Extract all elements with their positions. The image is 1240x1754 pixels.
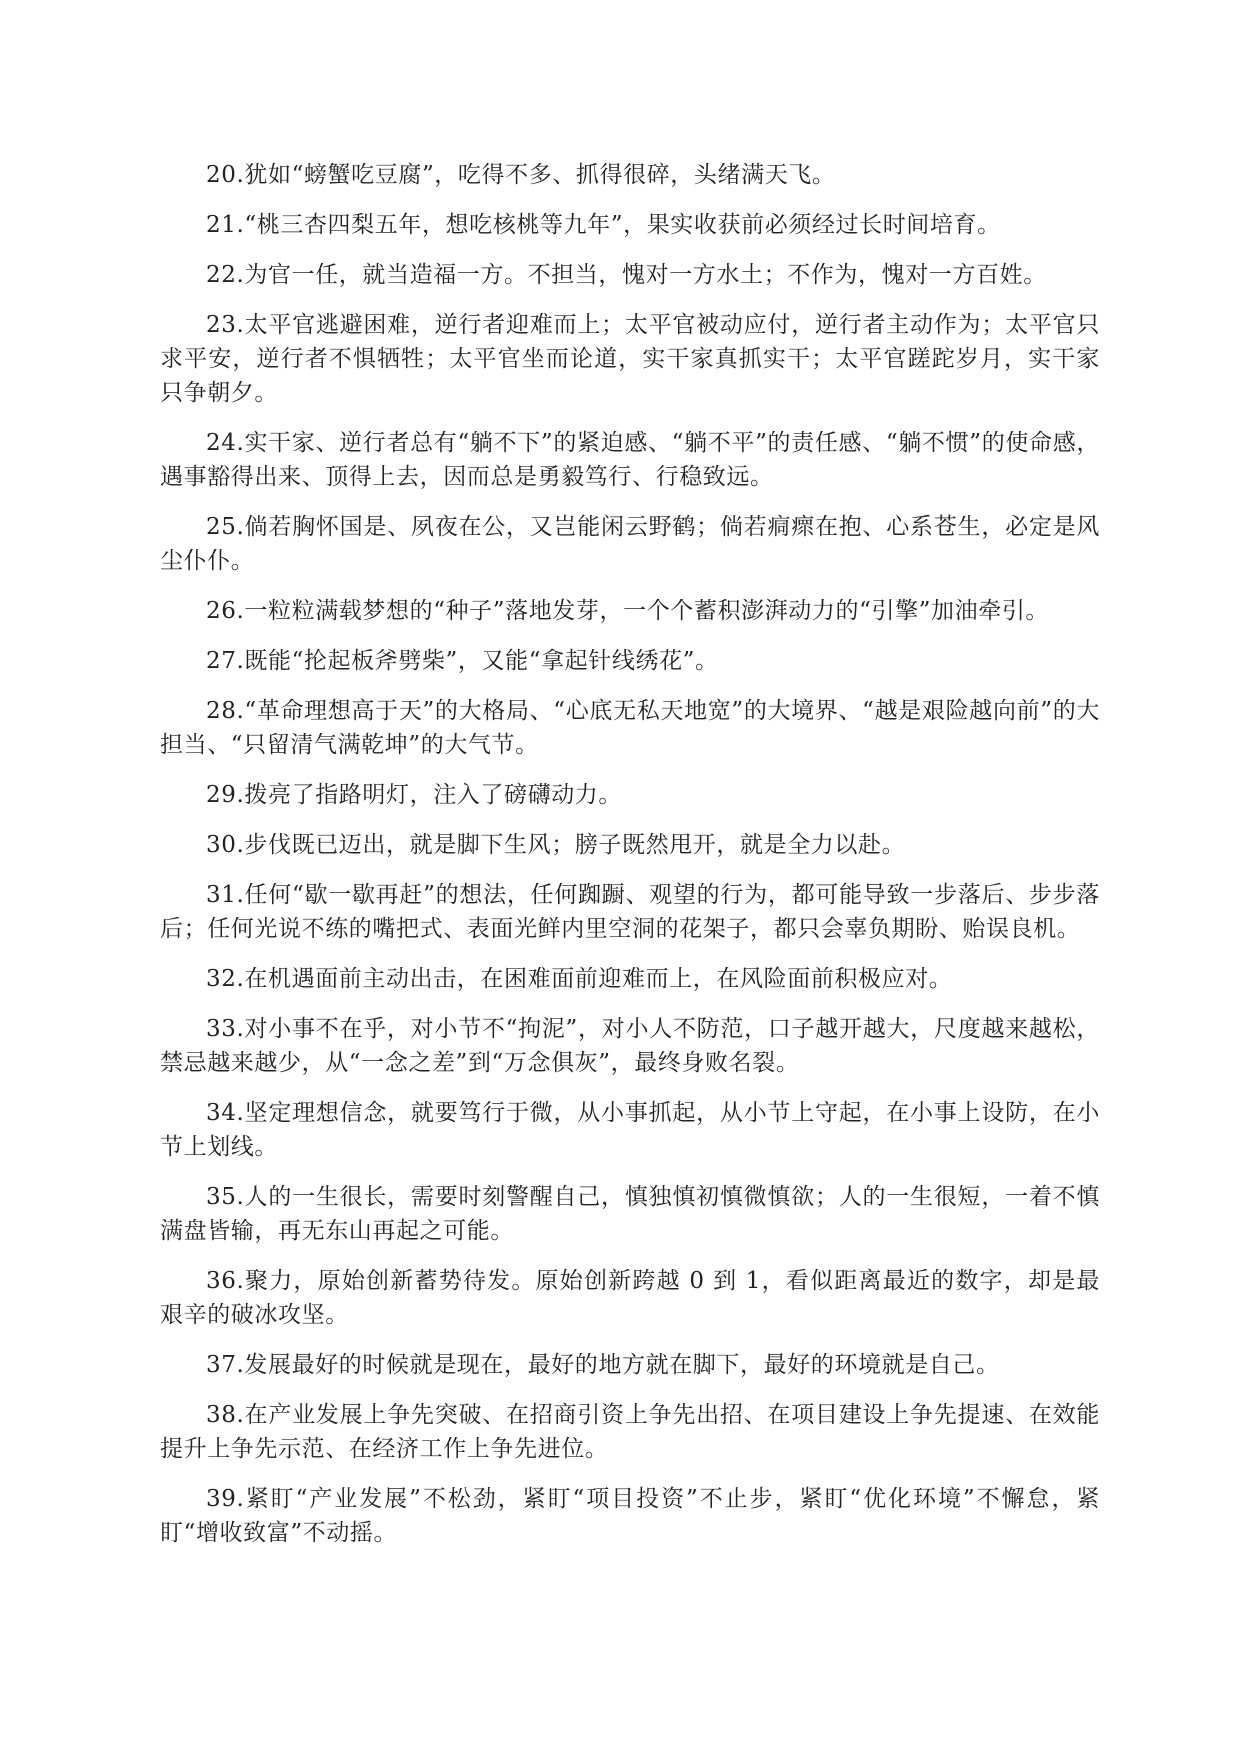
item-number: 28. bbox=[206, 698, 245, 724]
list-item bbox=[160, 258, 1100, 292]
item-number: 37. bbox=[206, 1352, 245, 1378]
item-number: 29. bbox=[206, 782, 245, 808]
item-number: 23. bbox=[206, 312, 245, 338]
item-number: 39. bbox=[206, 1486, 245, 1512]
item-number: 24. bbox=[206, 430, 245, 456]
item-text: 一粒粒满载梦想的“种子”落地发芽，一个个蓄积澎湃动力的“引擎”加油牵引。 bbox=[244, 598, 1050, 624]
list-item bbox=[160, 208, 1100, 242]
document-page bbox=[160, 158, 1100, 1566]
item-text: 倘若胸怀国是、夙夜在公，又岂能闲云野鹤；倘若痌瘝在抱、心系苍生，必定是风尘仆仆。 bbox=[160, 514, 1100, 574]
list-item bbox=[160, 308, 1100, 410]
list-item bbox=[160, 1348, 1100, 1382]
item-text: 太平官逃避困难，逆行者迎难而上；太平官被动应付，逆行者主动作为；太平官只求平安，逆行者不惧牺牲；太平官坐而论道，实干家真抓实干；太平官蹉跎岁月，实干家只争朝夕。 bbox=[160, 312, 1100, 406]
item-text: 对小事不在乎，对小节不“拘泥”，对小人不防范，口子越开越大，尺度越来越松，禁忌越来越少，从“一念之差”到“万念俱灰”，最终身败名裂。 bbox=[160, 1016, 1100, 1076]
item-number: 35. bbox=[206, 1184, 245, 1210]
item-text: 拨亮了指路明灯，注入了磅礴动力。 bbox=[244, 782, 622, 808]
item-text: “革命理想高于天”的大格局、“心底无私天地宽”的大境界、“越是艰险越向前”的大担当、“只留清气满乾坤”的大气节。 bbox=[160, 698, 1100, 758]
item-text: 步伐既已迈出，就是脚下生风；膀子既然甩开，就是全力以赴。 bbox=[244, 832, 906, 858]
list-item bbox=[160, 510, 1100, 578]
item-number: 31. bbox=[206, 882, 245, 908]
item-text: 在产业发展上争先突破、在招商引资上争先出招、在项目建设上争先提速、在效能提升上争先示范、在经济工作上争先进位。 bbox=[160, 1402, 1100, 1462]
item-text: 人的一生很长，需要时刻警醒自己，慎独慎初慎微慎欲；人的一生很短，一着不慎满盘皆输，再无东山再起之可能。 bbox=[160, 1184, 1100, 1244]
item-text: 既能“抡起板斧劈柴”，又能“拿起针线绣花”。 bbox=[244, 648, 719, 674]
item-text: 任何“歇一歇再赶”的想法，任何踟蹰、观望的行为，都可能导致一步落后、步步落后；任何光说不练的嘴把式、表面光鲜内里空洞的花架子，都只会辜负期盼、贻误良机。 bbox=[160, 882, 1100, 942]
list-item bbox=[160, 1482, 1100, 1550]
item-number: 33. bbox=[206, 1016, 245, 1042]
item-text: 发展最好的时候就是现在，最好的地方就在脚下，最好的环境就是自己。 bbox=[244, 1352, 1000, 1378]
list-item bbox=[160, 426, 1100, 494]
list-item bbox=[160, 158, 1100, 192]
item-text: 为官一任，就当造福一方。不担当，愧对一方水土；不作为，愧对一方百姓。 bbox=[244, 262, 1047, 288]
item-text: 聚力，原始创新蓄势待发。原始创新跨越 0 到 1，看似距离最近的数字，却是最艰辛的破冰攻坚。 bbox=[160, 1268, 1100, 1328]
list-item bbox=[160, 644, 1100, 678]
item-number: 25. bbox=[206, 514, 245, 540]
item-number: 26. bbox=[206, 598, 245, 624]
list-item bbox=[160, 878, 1100, 946]
list-item bbox=[160, 1012, 1100, 1080]
item-number: 34. bbox=[206, 1100, 245, 1126]
list-item bbox=[160, 1398, 1100, 1466]
list-item bbox=[160, 1096, 1100, 1164]
item-text: “桃三杏四梨五年，想吃核桃等九年”，果实收获前必须经过长时间培育。 bbox=[244, 212, 1001, 238]
list-item bbox=[160, 962, 1100, 996]
list-item bbox=[160, 1264, 1100, 1332]
item-text: 实干家、逆行者总有“躺不下”的紧迫感、“躺不平”的责任感、“躺不惯”的使命感，遇事豁得出来、顶得上去，因而总是勇毅笃行、行稳致远。 bbox=[160, 430, 1100, 490]
item-number: 30. bbox=[206, 832, 245, 858]
list-item bbox=[160, 594, 1100, 628]
item-number: 38. bbox=[206, 1402, 245, 1428]
item-number: 22. bbox=[206, 262, 245, 288]
item-text: 在机遇面前主动出击，在困难面前迎难而上，在风险面前积极应对。 bbox=[244, 966, 953, 992]
list-item bbox=[160, 1180, 1100, 1248]
list-item bbox=[160, 828, 1100, 862]
list-item bbox=[160, 694, 1100, 762]
item-number: 21. bbox=[206, 212, 245, 238]
item-number: 20. bbox=[206, 162, 245, 188]
item-number: 32. bbox=[206, 966, 245, 992]
item-text: 紧盯“产业发展”不松劲，紧盯“项目投资”不止步，紧盯“优化环境”不懈怠，紧盯“增收致富”不动摇。 bbox=[160, 1486, 1100, 1546]
item-number: 27. bbox=[206, 648, 245, 674]
item-number: 36. bbox=[206, 1268, 245, 1294]
item-text: 犹如“螃蟹吃豆腐”，吃得不多、抓得很碎，头绪满天飞。 bbox=[244, 162, 836, 188]
list-item bbox=[160, 778, 1100, 812]
item-text: 坚定理想信念，就要笃行于微，从小事抓起，从小节上守起，在小事上设防，在小节上划线。 bbox=[160, 1100, 1100, 1160]
